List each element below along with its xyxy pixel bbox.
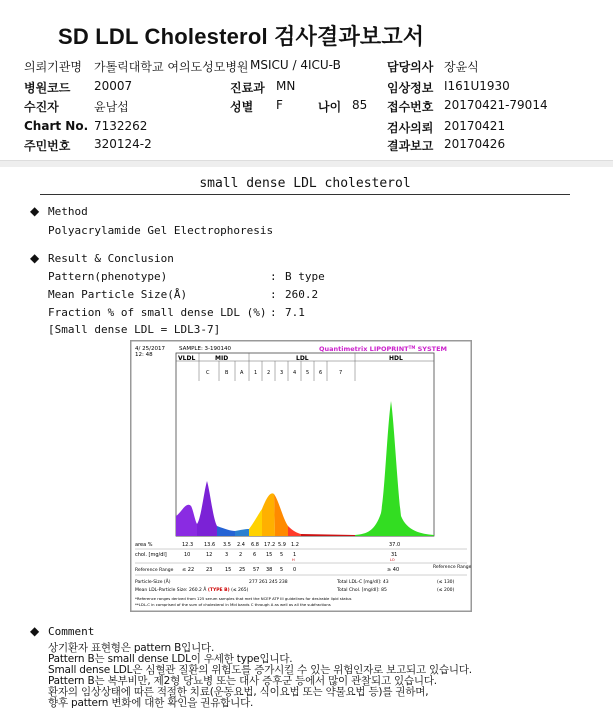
- report-label: 결과보고: [387, 139, 434, 153]
- band-vldl-label: VLDL: [178, 355, 196, 362]
- ref-value: 15: [225, 567, 232, 573]
- area-row-label: area %: [135, 542, 153, 548]
- area-value: 3.5: [223, 542, 231, 548]
- diamond-icon: ◆: [30, 624, 40, 638]
- report-value: 20170426: [444, 137, 506, 151]
- chol-lo-flag: LO: [390, 558, 395, 562]
- comment-line: Small dense LDL은 심혈관 질환의 위험도를 증가시킬 수 있는 위험인자로 보고되고 있습니다.: [48, 664, 472, 676]
- result-colon: :: [270, 288, 277, 301]
- clinical-value: I161U1930: [444, 79, 510, 93]
- comment-line: 향후 pattern 변화에 대한 확인을 권유합니다.: [48, 697, 254, 709]
- result-heading: Result & Conclusion: [48, 252, 174, 265]
- chol-row-label: chol. [mg/dl]: [135, 552, 167, 558]
- diamond-icon: ◆: [30, 251, 40, 265]
- patient-value: 윤남섭: [94, 100, 129, 114]
- receipt-value: 20170421-79014: [444, 98, 548, 112]
- total-ldl: Total LDL-C [mg/dl]: 43: [337, 580, 389, 585]
- comment-line: Pattern B는 small dense LDL이 우세한 type입니다.: [48, 653, 293, 665]
- particle-size-label: Particle-Size (Å): [135, 580, 171, 585]
- chart-footnote-2: **LDL-C in comprised of the sum of cholesterol in Mid bands C through A as well as all the subfractions: [135, 602, 331, 607]
- chart-brand: Quantimetrix LIPOPRINT™ SYSTEM: [319, 345, 447, 353]
- sub-label: 7: [339, 370, 343, 376]
- result-label: Mean Particle Size(Å): [48, 288, 188, 301]
- chart-sample: SAMPLE: 3-190140: [179, 346, 232, 352]
- hospcode-label: 병원코드: [24, 81, 71, 95]
- request-value: 20170421: [444, 119, 506, 133]
- result-label: Pattern(phenotype): [48, 270, 168, 283]
- particle-size-values: 277 261 245 238: [249, 580, 288, 585]
- result-value: 7.1: [285, 306, 305, 319]
- method-text: Polyacrylamide Gel Electrophoresis: [48, 224, 274, 237]
- sub-label: 6: [319, 370, 323, 376]
- chol-value: 12: [206, 552, 213, 558]
- result-colon: :: [270, 270, 277, 283]
- chol-value: 15: [266, 552, 273, 558]
- institution-label: 의뢰기관명: [24, 60, 82, 74]
- doctor-label: 담당의사: [387, 60, 434, 74]
- comment-heading: Comment: [48, 625, 95, 638]
- section-title: small dense LDL cholesterol: [40, 176, 570, 195]
- dept-label: 진료과: [230, 81, 265, 95]
- result-label: Fraction % of small dense LDL (%): [48, 306, 267, 319]
- clinical-label: 임상정보: [387, 81, 434, 95]
- chart-time: 12: 48: [135, 352, 153, 358]
- result-value: B type: [285, 270, 325, 283]
- section-divider: [0, 160, 613, 167]
- ref-value: 57: [253, 567, 260, 573]
- sub-label: 2: [267, 370, 271, 376]
- age-label: 나이: [318, 100, 342, 114]
- area-value: 1.2: [291, 542, 299, 548]
- doctor-value: 장윤식: [444, 60, 479, 74]
- area-value: 5.9: [278, 542, 286, 548]
- sub-label: 5: [306, 370, 310, 376]
- chart-footnote-1: *Reference ranges derived from 125 serum samples that met the NCEP ATP III guidelines for desirable lipid status: [135, 596, 352, 601]
- sex-value: F: [276, 98, 283, 112]
- sub-label: A: [240, 370, 244, 376]
- ref-value: 0: [293, 567, 297, 573]
- ref-row-label: Reference Range: [135, 568, 174, 573]
- total-ldl-ref: (≤ 130): [437, 580, 455, 585]
- chol-hi-flag: H: [292, 558, 295, 562]
- chol-value: 2: [239, 552, 243, 558]
- method-heading: Method: [48, 205, 88, 218]
- chol-value: 3: [225, 552, 229, 558]
- sub-label: 1: [254, 370, 258, 376]
- chart-label: Chart No.: [24, 119, 89, 133]
- result-colon: :: [270, 306, 277, 319]
- chol-value: 1: [293, 552, 297, 558]
- sub-label: B: [225, 370, 229, 376]
- receipt-label: 접수번호: [387, 100, 434, 114]
- resident-label: 주민번호: [24, 139, 71, 153]
- chart-date: 4/ 25/2017: [135, 346, 165, 352]
- ref-value: ≥ 40: [387, 567, 400, 573]
- band-ldl-label: LDL: [296, 355, 309, 362]
- ref-value: 38: [266, 567, 273, 573]
- ref-value: 25: [239, 567, 246, 573]
- total-chol: Total Chol. [mg/dl]: 85: [337, 588, 387, 593]
- ward-value: MSICU / 4ICU-B: [250, 58, 341, 72]
- comment-line: 환자의 임상상태에 따른 적절한 치료(운동요법, 식이요법 또는 약물요법 등)를 권하며,: [48, 686, 429, 698]
- institution-value: 가톨릭대학교 여의도성모병원: [94, 60, 249, 74]
- comment-line: Pattern B는 복부비만, 제2형 당뇨병 또는 대사 증후군 등에서 많이 관찰되고 있습니다.: [48, 675, 437, 687]
- diamond-icon: ◆: [30, 204, 40, 218]
- comment-line: 상기환자 표현형은 pattern B입니다.: [48, 642, 215, 654]
- result-note: [Small dense LDL = LDL3-7]: [48, 323, 221, 336]
- chol-value: 6: [253, 552, 257, 558]
- chol-value: 5: [280, 552, 284, 558]
- area-value: 13.6: [204, 542, 216, 548]
- area-value: 12.3: [182, 542, 194, 548]
- patient-label: 수진자: [24, 100, 59, 114]
- area-value: 17.2: [264, 542, 276, 548]
- dept-value: MN: [276, 79, 296, 93]
- area-value: 2.4: [237, 542, 245, 548]
- band-hdl-label: HDL: [389, 355, 403, 362]
- hospcode-value: 20007: [94, 79, 133, 93]
- chol-value: 31: [391, 552, 398, 558]
- sex-label: 성별: [230, 100, 254, 114]
- ref-value: 23: [206, 567, 213, 573]
- request-label: 검사의뢰: [387, 121, 434, 135]
- ref-right-label: Reference Range: [433, 565, 472, 570]
- sub-label: 3: [280, 370, 284, 376]
- total-chol-ref: (≤ 200): [437, 588, 455, 593]
- sub-label: 4: [293, 370, 297, 376]
- mean-size: Mean LDL-Particle Size: 260.2 Å (TYPE B) (≤ 265): [135, 588, 249, 593]
- age-value: 85: [352, 98, 368, 112]
- chol-value: 10: [184, 552, 191, 558]
- sub-label: C: [206, 370, 210, 376]
- area-value: 6.8: [251, 542, 259, 548]
- result-value: 260.2: [285, 288, 319, 301]
- ref-value: 5: [280, 567, 284, 573]
- area-value: 37.0: [389, 542, 401, 548]
- resident-value: 320124-2: [94, 137, 152, 151]
- report-title: SD LDL Cholesterol 검사결과보고서: [58, 24, 425, 49]
- ref-value: ≤ 22: [182, 567, 195, 573]
- chart-value: 7132262: [94, 119, 148, 133]
- lipoprint-chart: [130, 340, 472, 612]
- band-mid-label: MID: [215, 355, 229, 362]
